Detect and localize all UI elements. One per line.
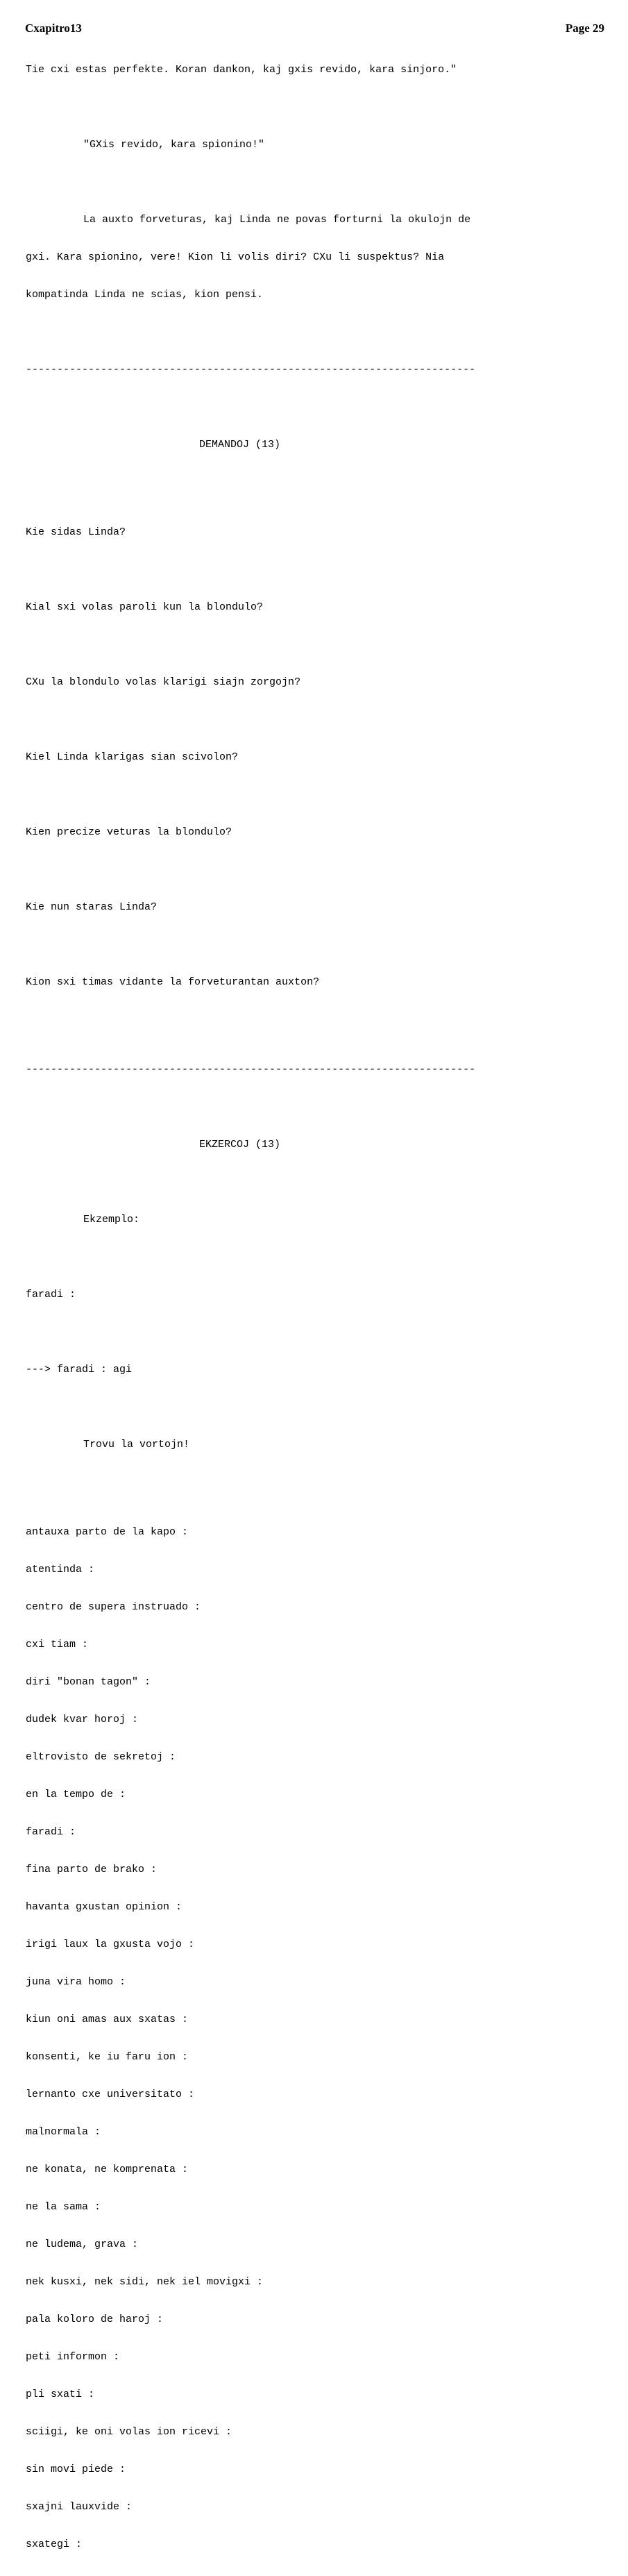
blank-line <box>26 789 609 801</box>
exercise-item: cxi tiam : <box>26 1639 89 1650</box>
quote-line: "GXis revido, kara spionino!" <box>83 139 265 151</box>
exercise-item: sin movi piede : <box>26 2464 126 2475</box>
blank-line <box>26 1014 609 1026</box>
blank-line <box>26 401 609 414</box>
questions-heading: DEMANDOJ (13) <box>199 439 281 451</box>
page-number: Page 29 <box>565 22 604 35</box>
question-item: Kien precize veturas la blondulo? <box>26 826 232 838</box>
blank-line <box>26 939 609 951</box>
exercise-item: lernanto cxe universitato : <box>26 2089 195 2100</box>
blank-line <box>26 1401 609 1414</box>
paragraph-line: La auxto forveturas, kaj Linda ne povas forturni la okulojn de <box>83 214 471 226</box>
page-header <box>25 22 604 37</box>
blank-line <box>26 1176 609 1189</box>
exercises-heading: EKZERCOJ (13) <box>199 1139 281 1151</box>
blank-line <box>26 714 609 726</box>
blank-line <box>26 326 609 339</box>
exercise-item: havanta gxustan opinion : <box>26 1901 183 1913</box>
question-item: Kion sxi timas vidante la forveturantan auxton? <box>26 976 320 988</box>
exercise-item: nek kusxi, nek sidi, nek iel movigxi : <box>26 2276 264 2288</box>
exercise-item: peti informon : <box>26 2351 120 2363</box>
blank-line <box>26 1476 609 1489</box>
paragraph-line: kompatinda Linda ne scias, kion pensi. <box>26 289 264 301</box>
document-body <box>26 39 609 2576</box>
exercise-item: antauxa parto de la kapo : <box>26 1526 189 1538</box>
blank-line <box>26 1326 609 1339</box>
exercise-item: irigi laux la gxusta vojo : <box>26 1939 195 1950</box>
exercise-instruction: Trovu la vortojn! <box>83 1439 190 1450</box>
exercise-item: faradi : <box>26 1826 76 1838</box>
exercise-item: diri "bonan tagon" : <box>26 1676 151 1688</box>
blank-line <box>26 1251 609 1264</box>
exercise-item: pli sxati : <box>26 2389 95 2400</box>
exercise-item: konsenti, ke iu faru ion : <box>26 2051 189 2063</box>
exercise-item: malnormala : <box>26 2126 101 2138</box>
blank-line <box>26 1101 609 1114</box>
exercise-item: ne konata, ne komprenata : <box>26 2164 189 2175</box>
blank-line <box>26 101 609 114</box>
question-item: Kial sxi volas paroli kun la blondulo? <box>26 601 264 613</box>
blank-line <box>26 639 609 651</box>
exercise-item: dudek kvar horoj : <box>26 1714 139 1725</box>
exercise-item: kiun oni amas aux sxatas : <box>26 2014 189 2025</box>
exercise-item: sxategi : <box>26 2539 83 2550</box>
exercise-item: atentinda : <box>26 1564 95 1575</box>
question-item: Kiel Linda klarigas sian scivolon? <box>26 751 239 763</box>
question-item: Kie sidas Linda? <box>26 526 126 538</box>
exercise-item: en la tempo de : <box>26 1789 126 1800</box>
exercise-item: fina parto de brako : <box>26 1864 158 1875</box>
example-answer: ---> faradi : agi <box>26 1364 133 1375</box>
question-item: CXu la blondulo volas klarigi siajn zorgojn? <box>26 676 301 688</box>
question-item: Kie nun staras Linda? <box>26 901 158 913</box>
example-prompt: faradi : <box>26 1289 76 1300</box>
separator-line: ------------------------------------------------------------------------ <box>26 1064 476 1076</box>
blank-line <box>26 176 609 189</box>
exercise-item: sciigi, ke oni volas ion ricevi : <box>26 2426 232 2438</box>
blank-line <box>26 564 609 576</box>
exercise-item: sxajni lauxvide : <box>26 2501 133 2513</box>
blank-line <box>26 864 609 876</box>
chapter-title: Cxapitro13 <box>25 22 82 35</box>
text-line: Tie cxi estas perfekte. Koran dankon, kaj gxis revido, kara sinjoro." <box>26 64 457 76</box>
paragraph-line: gxi. Kara spionino, vere! Kion li volis diri? CXu li suspektus? Nia <box>26 251 445 263</box>
exercise-item: pala koloro de haroj : <box>26 2314 164 2325</box>
exercise-item: eltrovisto de sekretoj : <box>26 1751 176 1763</box>
exercise-item: centro de supera instruado : <box>26 1601 201 1613</box>
example-label: Ekzemplo: <box>83 1214 140 1226</box>
exercise-item: juna vira homo : <box>26 1976 126 1988</box>
blank-line <box>26 476 609 489</box>
exercise-item: ne la sama : <box>26 2201 101 2213</box>
separator-line: ------------------------------------------------------------------------ <box>26 364 476 376</box>
exercise-item: ne ludema, grava : <box>26 2239 139 2250</box>
